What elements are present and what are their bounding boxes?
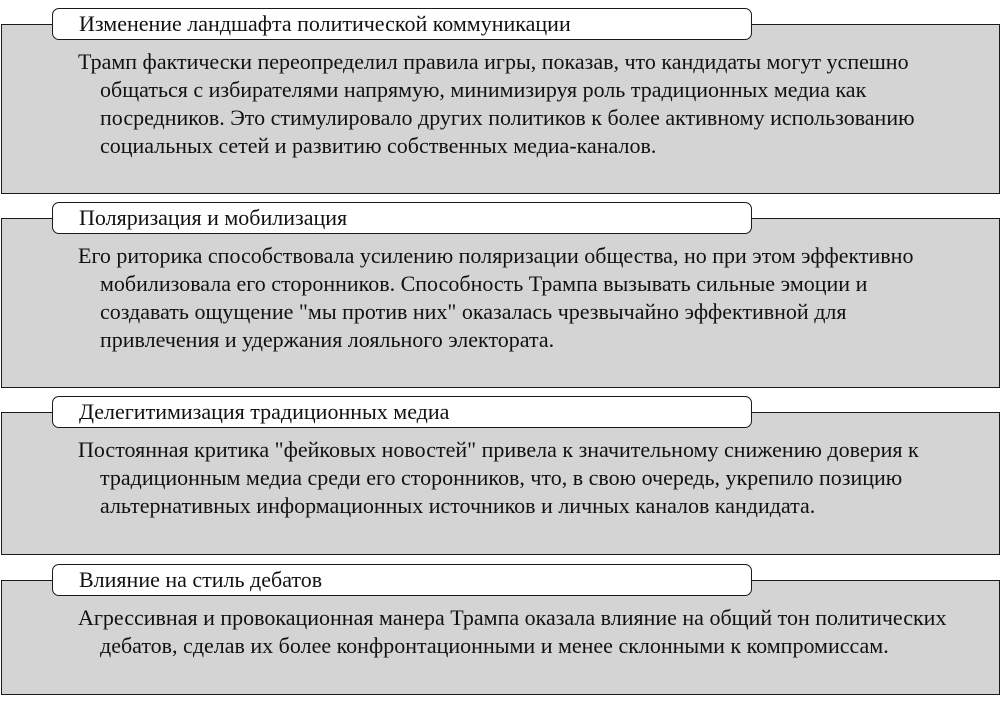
section-text: Трамп фактически переопределил правила игры, показав, что кандидаты могут успешно общаться с избирателями напрямую, минимизируя роль традиционных медиа как посредников. Это стимулировало других политиков к более активному использованию социальных сетей и развитию собственных медиа-каналов. xyxy=(78,49,915,158)
section-title: Поляризация и мобилизация xyxy=(52,202,752,234)
section-title: Изменение ландшафта политической коммуникации xyxy=(52,8,752,40)
section-text: Постоянная критика "фейковых новостей" привела к значительному снижению доверия к традиционным медиа среди его сторонников, что, в свою очередь, укрепило позицию альтернативных информационных источников и личных каналов кандидата. xyxy=(78,437,919,518)
section-text: Агрессивная и провокационная манера Трампа оказала влияние на общий тон политических дебатов, сделав их более конфронтационными и менее склонными к компромиссам. xyxy=(78,605,947,658)
section-title: Делегитимизация традиционных медиа xyxy=(52,396,752,428)
section-title: Влияние на стиль дебатов xyxy=(52,564,752,596)
section-text: Его риторика способствовала усилению поляризации общества, но при этом эффективно мобилизовала его сторонников. Способность Трампа вызывать сильные эмоции и создавать ощущение "мы против них" оказалась чрезвычайно эффективной для привлечения и удержания лояльного электората. xyxy=(78,243,914,352)
